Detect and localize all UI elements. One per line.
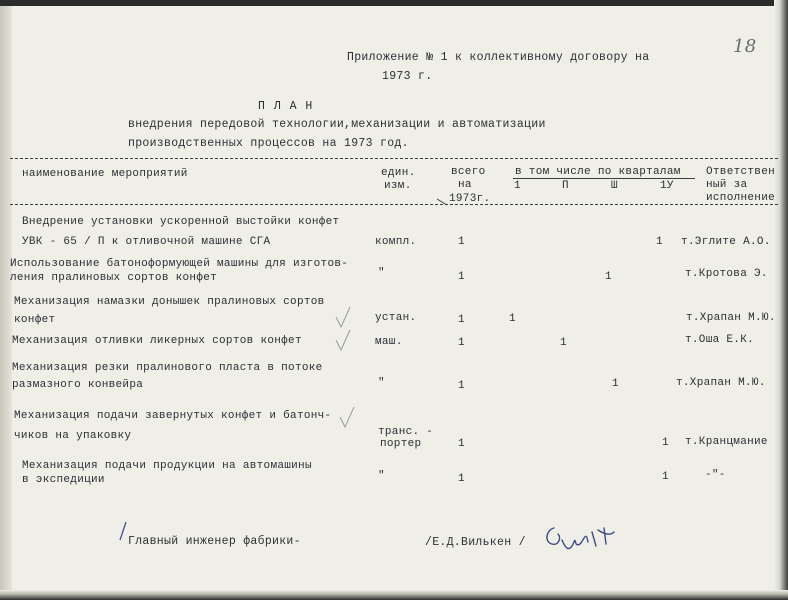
col-header-name: наименование мероприятий xyxy=(22,168,188,180)
row-name-line2: УВК - 65 / П к отливочной машине СГА xyxy=(22,236,271,248)
col-header-q4: 1У xyxy=(660,180,674,192)
row-name-line1: Механизация отливки ликерных сортов конфет xyxy=(12,335,302,347)
col-header-total-3: 1973г. xyxy=(449,193,491,205)
row-total: 1 xyxy=(458,473,465,485)
col-header-q3: Ш xyxy=(611,180,618,192)
col-header-quarters: в том числе по кварталам xyxy=(515,166,681,178)
appendix-line: Приложение № 1 к коллективному договору на xyxy=(347,51,650,64)
row-responsible: т.Эглите А.О. xyxy=(681,236,771,248)
row-responsible: т.Храпан М.Ю. xyxy=(676,377,766,389)
plan-title: П Л А Н xyxy=(258,100,314,113)
page-number-mark: 18 xyxy=(733,36,757,57)
signer-title: Главный инженер фабрики- xyxy=(128,535,301,548)
row-unit: маш. xyxy=(375,336,403,348)
row-responsible: -"- xyxy=(705,469,726,481)
row-total: 1 xyxy=(458,380,465,392)
row-name-line1: Механизация подачи продукции на автомашины xyxy=(22,460,312,472)
row-total: 1 xyxy=(458,314,465,326)
row-name-line2: размазного конвейра xyxy=(12,379,144,391)
row-unit: компл. xyxy=(375,236,417,248)
row-unit: " xyxy=(378,377,385,389)
col-header-unit-1: един. xyxy=(381,167,416,179)
row-unit: " xyxy=(378,470,385,482)
row-name-line1: Механизация намазки донышек пралиновых сортов xyxy=(14,296,325,308)
row-q4: 1 xyxy=(662,437,669,449)
row-name-line2: в экспедиции xyxy=(22,474,105,486)
row-q3: 1 xyxy=(605,271,612,283)
row-q4: 1 xyxy=(662,471,669,483)
row-unit: " xyxy=(378,267,385,279)
row-responsible: т.Оша Е.К. xyxy=(685,334,755,346)
row-name-line2: ления пралиновых сортов конфет xyxy=(10,272,218,284)
row-total: 1 xyxy=(458,271,465,283)
col-header-resp-2: ный за xyxy=(706,179,748,191)
row-responsible: т.Кротова Э. xyxy=(685,268,768,280)
col-header-total-2: на xyxy=(458,179,472,191)
row-name-line2: конфет xyxy=(14,314,56,326)
signer-name: /Е.Д.Вилькен / xyxy=(425,536,526,549)
col-header-resp-3: исполнение xyxy=(706,192,776,204)
row-unit: портер xyxy=(380,438,422,450)
row-total: 1 xyxy=(458,236,465,248)
plan-subtitle-1: внедрения передовой технологии,механизации и автоматизации xyxy=(128,118,546,131)
col-header-total-1: всего xyxy=(451,166,486,178)
row-unit-line1: транс. - xyxy=(378,426,434,438)
row-q1: 1 xyxy=(509,313,516,325)
row-responsible: т.Храпан М.Ю. xyxy=(686,312,776,324)
year-line: 1973 г. xyxy=(382,70,433,83)
row-q4: 1 xyxy=(656,236,663,248)
plan-subtitle-2: производственных процессов на 1973 год. xyxy=(128,137,409,150)
row-total: 1 xyxy=(458,438,465,450)
row-name-line1: Использование батоноформующей машины для изготов- xyxy=(10,258,349,270)
row-name-line1: Механизация резки пралинового пласта в потоке xyxy=(12,362,323,374)
col-header-q1: 1 xyxy=(514,180,521,192)
row-name-line1: Механизация подачи завернутых конфет и батонч- xyxy=(14,410,332,422)
row-name-line1: Внедрение установки ускоренной выстойки конфет xyxy=(22,216,340,228)
row-q2: 1 xyxy=(560,337,567,349)
row-total: 1 xyxy=(458,337,465,349)
row-unit: устан. xyxy=(375,312,417,324)
handwritten-signature xyxy=(540,522,620,556)
col-header-unit-2: изм. xyxy=(384,180,412,192)
row-name-line2: чиков на упаковку xyxy=(14,430,132,442)
col-header-q2: П xyxy=(562,180,569,192)
row-responsible: т.Кранцмание xyxy=(685,436,768,448)
row-q3: 1 xyxy=(612,378,619,390)
col-header-resp-1: Ответствен xyxy=(706,166,776,178)
